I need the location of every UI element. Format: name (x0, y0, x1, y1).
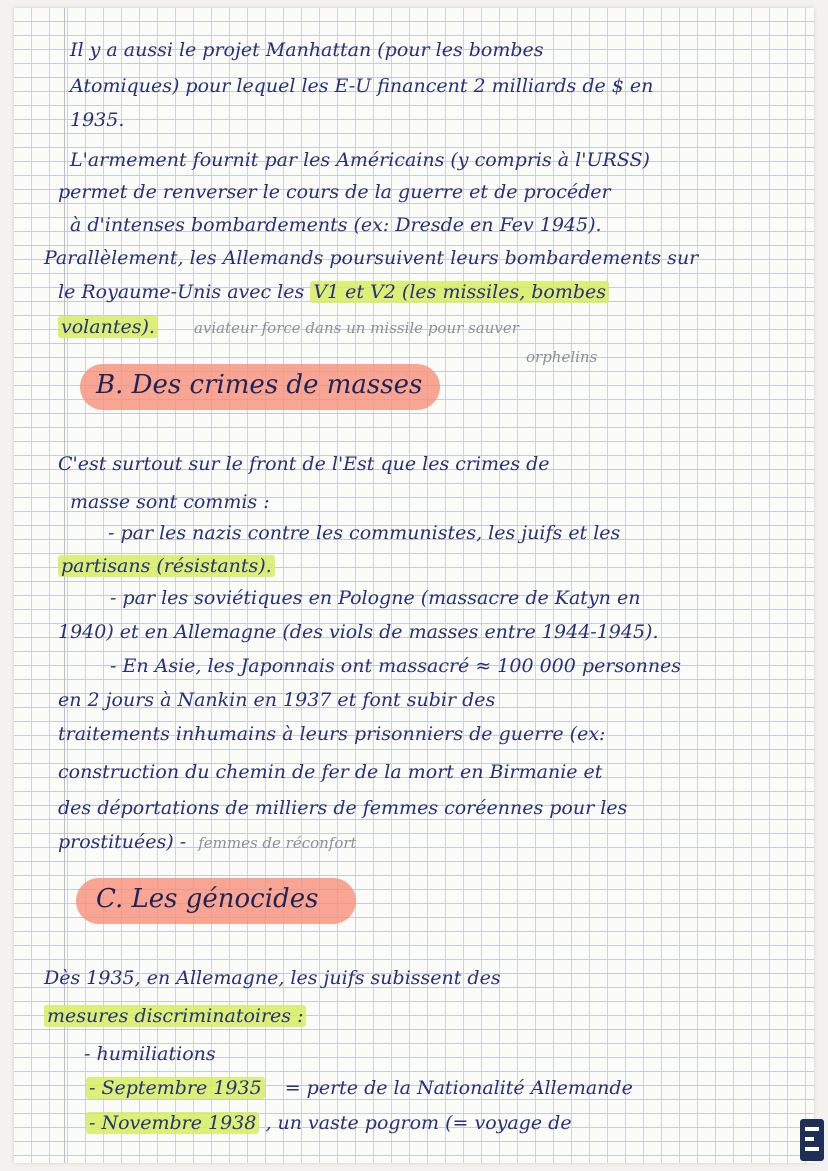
b-line-5: - par les soviétiques en Pologne (massacre de Katyn en (110, 587, 641, 609)
parallel-line-2 (58, 280, 609, 304)
b-line-7: - En Asie, les Japonnais ont massacré ≈ 100 000 personnes (110, 655, 682, 677)
parallel-line-3 (58, 315, 519, 340)
highlight-volantes: volantes). (58, 316, 158, 338)
b-line-1: C'est surtout sur le front de l'Est que les crimes de (58, 453, 550, 475)
highlight-novembre: - Novembre 1938 (86, 1112, 259, 1134)
c-line-5-rest: , un vaste pogrom (= voyage de (265, 1112, 572, 1134)
b-line-11: des déportations de milliers de femmes coréennes pour les (58, 797, 628, 819)
text-line-6: à d'intenses bombardements (ex: Dresde en Fev 1945). (70, 214, 602, 236)
parallel-line-2-text: le Royaume-Unis avec les (58, 281, 305, 303)
section-b-title: B. Des crimes de masses (96, 370, 423, 400)
b-line-12 (58, 830, 357, 855)
b-line-3: - par les nazis contre les communistes, les juifs et les (108, 522, 621, 544)
section-c-title: C. Les génocides (96, 884, 319, 914)
c-line-2 (44, 1004, 306, 1028)
b-line-8: en 2 jours à Nankin en 1937 et font subir des (58, 689, 496, 711)
highlight-partisans: partisans (résistants). (58, 555, 275, 577)
pencil-note: aviateur force dans un missile pour sauver (193, 319, 519, 337)
b-line-2: masse sont commis : (70, 491, 270, 513)
text-line-4: L'armement fournit par les Américains (y compris à l'URSS) (70, 149, 650, 171)
c-line-4 (86, 1076, 633, 1100)
notebook-page (14, 8, 814, 1163)
c-line-5 (86, 1111, 572, 1135)
highlight-mesures: mesures discriminatoires : (44, 1005, 306, 1027)
text-line-2: Atomiques) pour lequel les E-U financent 2 milliards de $ en (70, 75, 654, 97)
parallel-line-1: Parallèlement, les Allemands poursuivent leurs bombardements sur (44, 247, 699, 269)
text-line-1: Il y a aussi le projet Manhattan (pour les bombes (70, 39, 544, 61)
c-line-4-rest: = perte de la Nationalité Allemande (284, 1077, 633, 1099)
highlight-v1-v2: V1 et V2 (les missiles, bombes (310, 281, 609, 303)
b-line-4 (58, 554, 275, 578)
text-line-5: permet de renverser le cours de la guerre et de procéder (58, 181, 611, 203)
pencil-note-3: femmes de réconfort (198, 834, 357, 852)
b-line-10: construction du chemin de fer de la mort en Birmanie et (58, 761, 603, 783)
b-line-6: 1940) et en Allemagne (des viols de masses entre 1944-1945). (58, 621, 659, 643)
c-line-1: Dès 1935, en Allemagne, les juifs subissent des (44, 967, 501, 989)
c-line-3: - humiliations (84, 1043, 216, 1065)
b-line-12-text: prostituées) - (58, 831, 187, 853)
app-logo-icon[interactable] (800, 1119, 824, 1161)
b-line-9: traitements inhumains à leurs prisonniers de guerre (ex: (58, 723, 606, 745)
pencil-note-2: orphelins (526, 348, 598, 366)
highlight-septembre: - Septembre 1935 (86, 1077, 265, 1099)
text-line-3: 1935. (70, 109, 125, 131)
